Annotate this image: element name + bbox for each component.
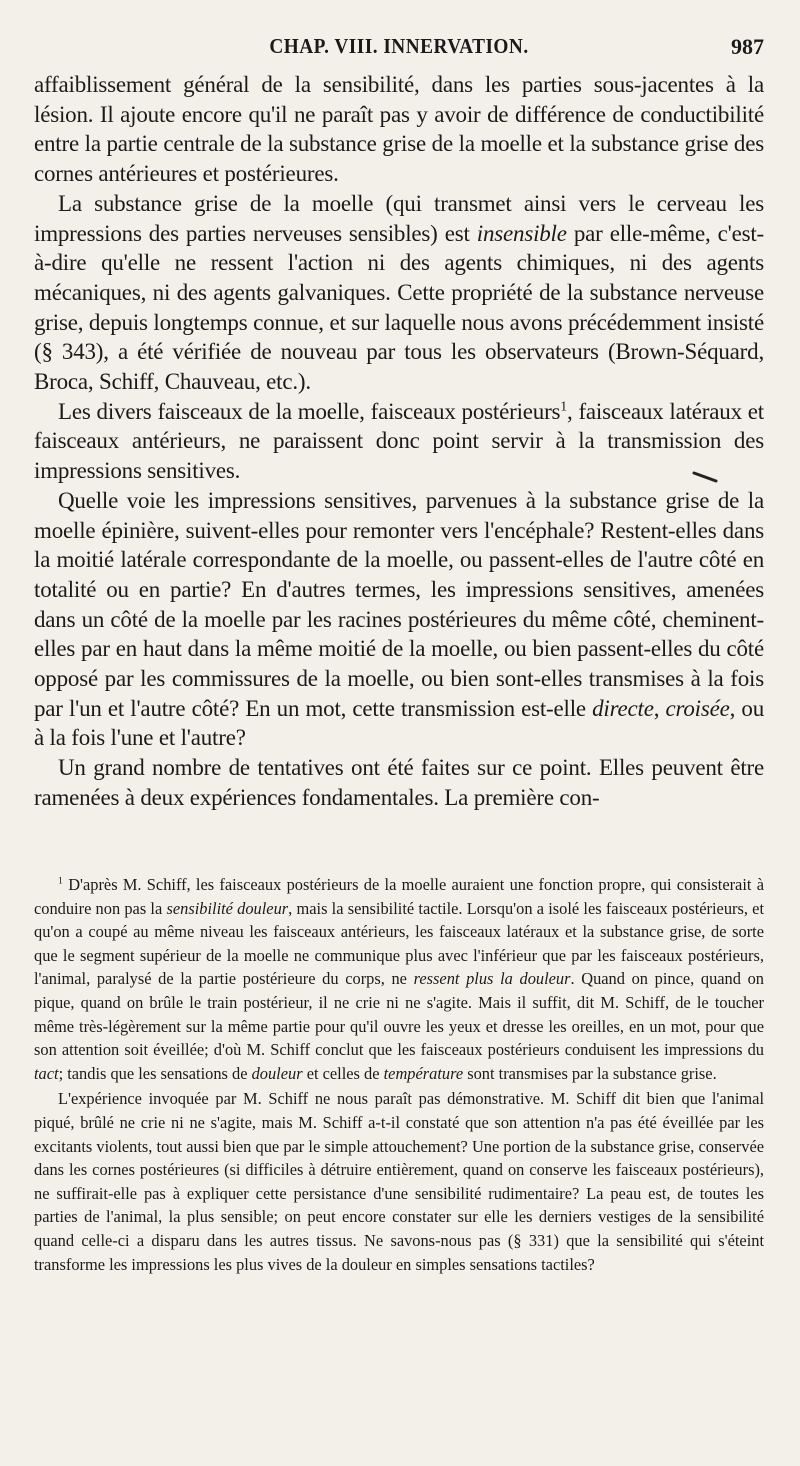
paragraph-3-text-a: Les divers faisceaux de la moelle, faisceaux postérieurs — [58, 398, 561, 424]
footnote-1-text-e: et celles de — [302, 1063, 384, 1083]
footnote-1-emphasis-1: sensibilité douleur — [166, 898, 289, 918]
paragraph-2-text-b: par elle-même, c'est-à-dire qu'elle ne ressent l'action ni des agents chimiques, ni des agents mécaniques, ni des agents galvaniques. Cette propriété de la substance nerveuse grise, depuis longtemps connue, et sur laquelle nous avons précédemment insisté (§ 343), a été vérifiée de nouveau par tous les observateurs (Brown-Séquard, Broca, Schiff, Chauveau, etc.). — [34, 220, 764, 395]
paragraph-4-separator: , — [653, 695, 666, 721]
footnote-1-emphasis-5: température — [383, 1063, 464, 1083]
footnote-2-text: L'expérience invoquée par M. Schiff ne nous paraît pas démonstrative. M. Schiff dit bien que l'animal piqué, brûlé ne crie ni ne s'agite, mais M. Schiff a-t-il constaté que son attention n'a pas été éveillée par les excitants violents, tout aussi bien que par le simple attouchement? Une portion de la substance grise, conservée dans les cornes postérieures (si difficiles à détruire entièrement, quand on conserve les faisceaux postérieurs), ne suffirait-elle pas à expliquer cette persistance d'une sensibilité rudimentaire? La peau est, de toutes les parties de l'animal, la plus sensible; on peut encore constater sur elle les derniers vestiges de la sensibilité quand celle-ci a disparu dans les autres tissus. Ne savons-nous pas (§ 331) que la sensibilité qui s'éteint transforme les impressions les plus vives de la douleur en simples sensations tactiles? — [34, 1089, 764, 1274]
footnote-1-text-a: D'après M. Schiff, les faisceaux postérieurs de la moelle auraient une fonction propre, qui consisterait à conduire non pas la — [34, 875, 764, 918]
paragraph-1 — [34, 70, 764, 189]
paragraph-4 — [34, 486, 764, 753]
footnote-1-text-b: , mais la sensibilité tactile. Lorsqu'on a isolé les faisceaux postérieurs, et qu'on a coupé au même niveau les faisceaux antérieurs, les faisceaux latéraux et la substance grise, de sorte que le segment supérieur de la moelle ne communique plus avec l'inférieur que par les faisceaux postérieurs, l'animal, paralysé de la partie postérieure du corps, ne — [34, 898, 764, 989]
paragraph-5 — [34, 753, 764, 812]
paragraph-2-emphasis: insensible — [476, 220, 567, 246]
paragraph-4-text-a: Quelle voie les impressions sensitives, parvenues à la substance grise de la moelle épinière, suivent-elles pour remonter vers l'encéphale? Restent-elles dans la moitié latérale correspondante de la moelle, ou passent-elles de l'autre côté en totalité ou en partie? En d'autres termes, les impressions sensitives, amenées dans un côté de la moelle par les racines postérieures du même côté, cheminent-elles par en haut dans la même moitié de la moelle, ou bien passent-elles du côté opposé par les commissures de la moelle, ou bien sont-elles transmises à la fois par l'un et l'autre côté? En un mot, cette transmission est-elle — [34, 487, 764, 721]
footnote-1 — [34, 873, 764, 1085]
paragraph-4-emphasis-croisee: croisée — [665, 695, 730, 721]
paragraph-4-emphasis-directe: directe — [592, 695, 654, 721]
footnote-1-text-c: . Quand on pince, quand on pique, quand on brûle le train postérieur, il ne crie ni ne s'agite. Mais il suffit, dit M. Schiff, de le toucher même très-légèrement sur la même partie pour qu'il ouvre les yeux et dresse les oreilles, en un mot, pour que son attention soit éveillée; d'où M. Schiff conclut que les faisceaux postérieurs conduisent les impressions du — [34, 969, 764, 1060]
paragraph-1-text: affaiblissement général de la sensibilité, dans les parties sous-jacentes à la lésion. Il ajoute encore qu'il ne paraît pas y avoir de différence de conductibilité entre la partie centrale de la substance grise de la moelle et la substance grise des cornes antérieures et postérieures. — [34, 72, 764, 187]
page-number: 987 — [731, 34, 764, 59]
page-header — [34, 34, 764, 64]
paragraph-3-text-b: , faisceaux latéraux et faisceaux antérieurs, ne paraissent donc point servir à la transmission des impressions sensitives. — [34, 398, 764, 484]
paragraph-3 — [34, 397, 764, 486]
running-head: CHAP. VIII. INNERVATION. — [269, 34, 529, 58]
footnote-1-text-f: sont transmises par la substance grise. — [463, 1063, 717, 1083]
margin-pen-mark — [692, 470, 720, 484]
paragraph-2-text-a: La substance grise de la moelle (qui transmet ainsi vers le cerveau les impressions des parties nerveuses sensibles) est — [34, 190, 764, 246]
footnote-1-emphasis-2: ressent plus la douleur — [413, 969, 571, 989]
footnote-2 — [34, 1087, 764, 1276]
paragraph-2 — [34, 189, 764, 397]
footnote-1-emphasis-3: tact — [34, 1063, 59, 1083]
footnote-ref-1[interactable]: 1 — [560, 398, 567, 414]
footnote-1-emphasis-4: douleur — [251, 1063, 303, 1083]
paragraph-5-text: Un grand nombre de tentatives ont été faites sur ce point. Elles peuvent être ramenées à deux expériences fondamentales. La première con- — [34, 755, 764, 810]
footnotes — [34, 873, 764, 1276]
footnote-1-number: 1 — [58, 875, 63, 887]
footnote-1-text-d: ; tandis que les sensations de — [58, 1063, 252, 1083]
main-text — [34, 70, 764, 813]
paragraph-4-text-b: , ou à la fois l'une et l'autre? — [34, 695, 764, 751]
